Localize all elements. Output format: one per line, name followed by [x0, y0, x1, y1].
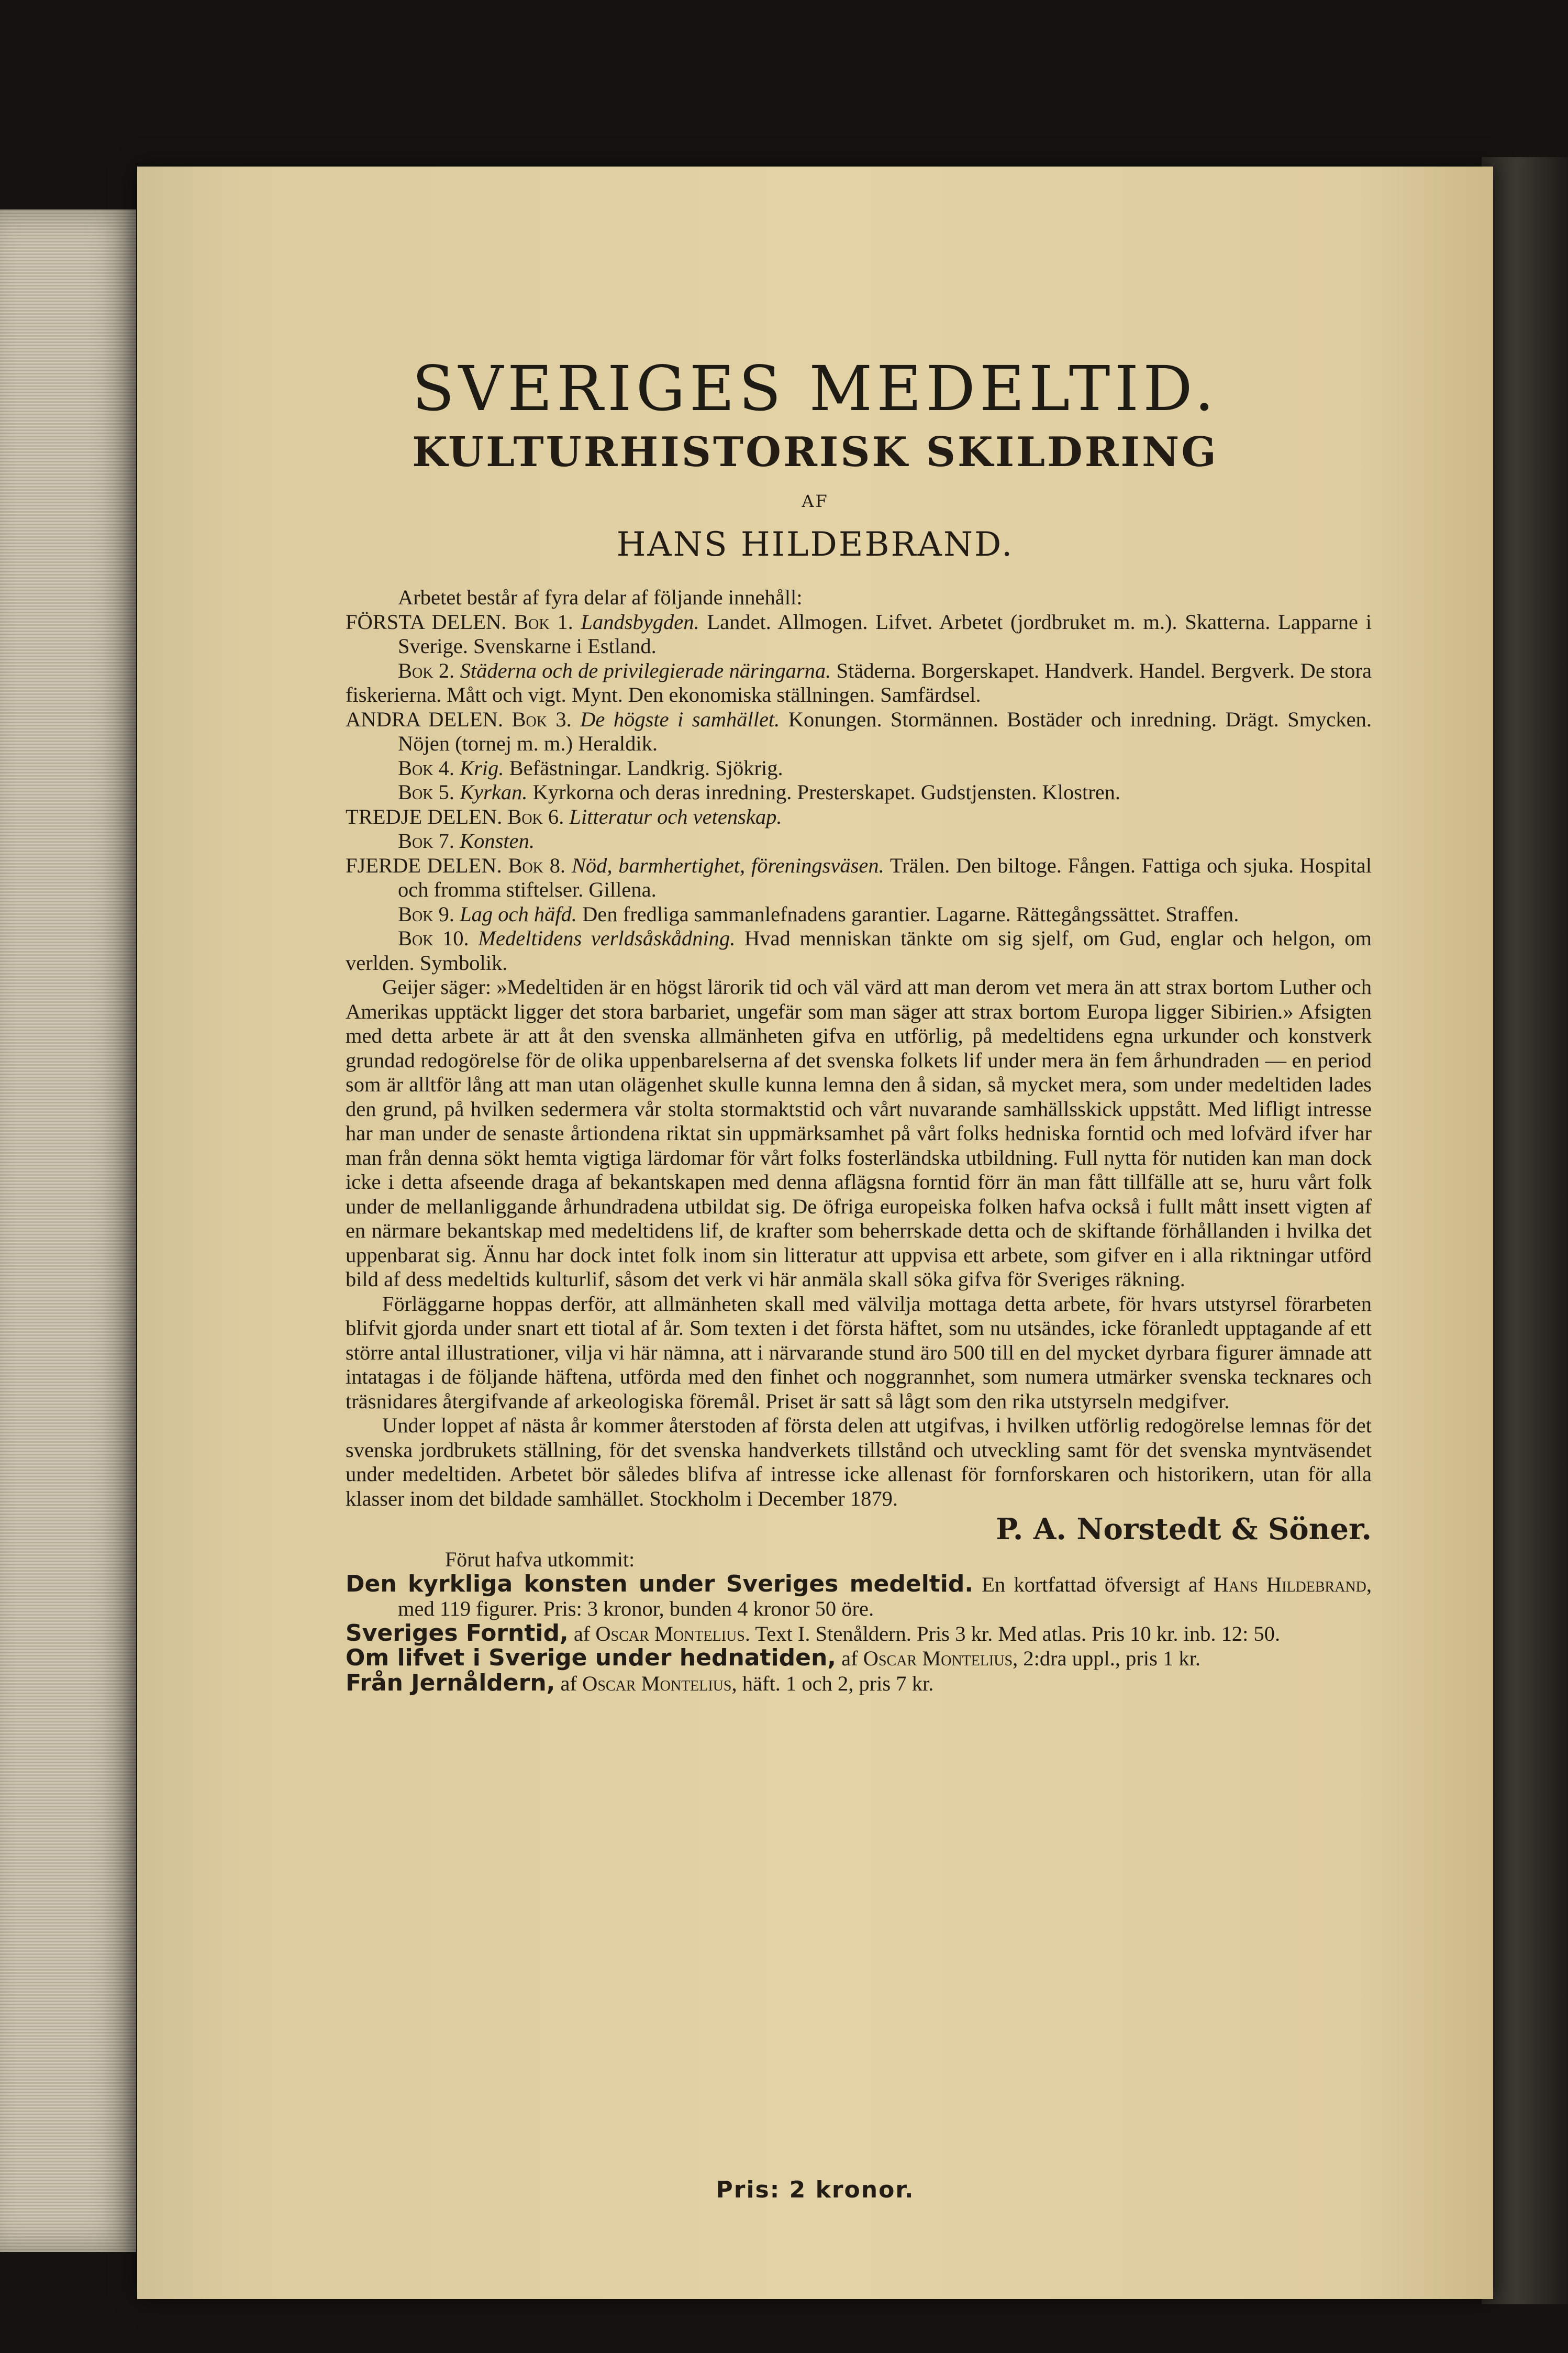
- toc-entry: [346, 708, 1372, 756]
- book-label: Bok 6.: [507, 804, 564, 828]
- item-author: Hans Hildebrand: [1213, 1572, 1366, 1596]
- list-item: [346, 1646, 1372, 1671]
- book-label: Bok 2.: [398, 658, 455, 682]
- item-details: , 2:dra uppl., pris 1 kr.: [1013, 1647, 1200, 1670]
- document-page: [137, 167, 1493, 2299]
- item-details: . Text I. Stenåldern. Pris 3 kr. Med atlas. Pris 10 kr. inb. 12: 50.: [744, 1621, 1281, 1645]
- paragraph: Förläggarne hoppas derför, att allmänheten skall med välvilja mottaga detta arbete, för hvars utstyrsel förarbeten blifvit gjorda under snart ett tiotal af år. Som texten i det första häftet, som nu utsändes, icke föranledt upptagande af ett större antal illustrationer, vilja vi här nämna, att i närvarande stund äro 500 till en del mycket dyrbara figurer ämnade att intatagas i de följande häftena, utförda med den finhet och noggrannhet, som numera utmärker svenska tecknares och träsnidares återgifvande af arkeologiska föremål. Priset är satt så lågt som den rika utstyrseln medgifver.: [346, 1291, 1372, 1413]
- list-item: [346, 1621, 1372, 1647]
- price-label: Pris: 2 kronor.: [716, 2177, 915, 2203]
- toc-entry: [346, 659, 1372, 708]
- book-title: Städerna och de privilegierade näringarna.: [460, 658, 831, 682]
- item-author: Oscar Montelius: [863, 1647, 1013, 1670]
- body-text: [346, 586, 1372, 1696]
- paragraph: Geijer säger: »Medeltiden är en högst lärorik tid och väl värd att man derom vet mera än att strax bortom Luther och Amerikas upptäckt ligger det stora barbariet, ungefär som man säger att strax bortom Europa ligger Sibirien.» Afsigten med detta arbete är att åt den svenska allmänheten gifva en utförlig, på medeltidens egna urkunder och konstverk grundad redogörelse för de olika uppenbarelserna af det svenska folkets lif under mera än fem århundraden — en period som är alltför lång att man utan olägenhet skulle kunna lemna den å sidan, så mycket mera, som under medeltiden lades den grund, på hvilken sedermera vår stolta stormaktstid och vårt nuvarande samhällsskick uppstått. Med lifligt intresse har man under de senaste årtiondena riktat sin uppmärksamhet på vårt folks hedniska forntid och med lofvärd ifver har man från denna sökt hemta vigtiga lärdomar för vårt folks fosterländska utbildning. Full nytta för nutiden kan man dock icke i detta afseende draga af bekantskapen med denna aflägsna forntid förr än man fått tillfälle att se, huru vårt folk under de mellanliggande århundradena utbildat sig. De öfriga europeiska folken hafva också i fullt mått insett vigten af en närmare bekantskap med medeltidens lif, de krafter som beherrskade detta och de skiftande förhållanden i hvilka det uppenbarat sig. Ännu har dock intet folk inom sin litteratur att uppvisa ett arbete, som gifver en i alla riktningar utförd bild af dess medeltids kulturlif, såsom det verk vi här anmäla skall söka gifva för Sveriges räkning.: [346, 975, 1372, 1291]
- toc-entry: [346, 756, 1372, 781]
- item-author: Oscar Montelius: [582, 1671, 732, 1695]
- book-title: Landsbygden.: [581, 610, 699, 634]
- book-title: Litteratur och vetenskap.: [569, 804, 782, 828]
- item-af: af: [560, 1671, 577, 1695]
- publisher-name: P. A. Norstedt & Söner.: [996, 1512, 1372, 1546]
- part-label: ANDRA DELEN.: [346, 707, 504, 731]
- intro-line: Arbetet består af fyra delar af följande innehåll:: [398, 586, 803, 609]
- author-name: HANS HILDEBRAND.: [616, 525, 1014, 564]
- book-title: Konsten.: [460, 829, 535, 853]
- book-title: Nöd, barmhertighet, föreningsväsen.: [571, 853, 884, 877]
- book-label: Bok 10.: [398, 926, 469, 950]
- item-author: Oscar Montelius: [595, 1621, 745, 1645]
- book-title: Lag och häfd.: [460, 902, 577, 926]
- table-of-contents: [346, 610, 1372, 976]
- item-title: Den kyrkliga konsten under Sveriges medeltid.: [346, 1570, 974, 1597]
- previously-published-heading: Förut hafva utkommit:: [445, 1548, 635, 1571]
- part-label: FJERDE DELEN.: [346, 853, 502, 877]
- book-contents: Trälen. Den biltoge. Fången. Fattiga och sjuka. Hospital och fromma stiftelser. Gillena.: [398, 853, 1372, 901]
- book-label: Bok 3.: [511, 707, 572, 731]
- list-item: [346, 1572, 1372, 1621]
- toc-entry: [346, 780, 1372, 805]
- toc-entry: [346, 610, 1372, 659]
- book-label: Bok 4.: [398, 756, 454, 780]
- book-page-edges: [0, 209, 136, 2252]
- item-details: , häft. 1 och 2, pris 7 kr.: [731, 1671, 934, 1695]
- item-title: Sveriges Forntid,: [346, 1619, 569, 1647]
- book-label: Bok 7.: [398, 829, 454, 853]
- toc-entry: [346, 926, 1372, 975]
- book-contents: Befästningar. Landkrig. Sjökrig.: [509, 756, 783, 780]
- book-label: Bok 5.: [398, 780, 454, 804]
- item-title: Om lifvet i Sverige under hednatiden,: [346, 1644, 836, 1671]
- book-label: Bok 9.: [398, 902, 454, 926]
- part-label: TREDJE DELEN.: [346, 804, 503, 828]
- item-af: af: [573, 1621, 591, 1645]
- toc-entry: [346, 902, 1372, 927]
- item-af: af: [841, 1647, 858, 1670]
- toc-entry: [346, 805, 1372, 830]
- book-contents: Den fredliga sammanlefnadens garantier. Lagarne. Rättegångssättet. Straffen.: [582, 902, 1239, 926]
- page-subtitle: KULTURHISTORISK SKILDRING: [412, 428, 1218, 476]
- book-contents: Landet. Allmogen. Lifvet. Arbetet (jordbruket m. m.). Skatterna. Lapparne i Sverige. Svenskarne i Estland.: [398, 610, 1372, 658]
- book-cover-edge: [1482, 157, 1568, 2304]
- toc-entry: [346, 829, 1372, 854]
- item-text: En kortfattad öfversigt af: [982, 1572, 1205, 1596]
- book-label: Bok 1.: [514, 610, 573, 634]
- item-title: Från Jernåldern,: [346, 1669, 555, 1696]
- part-label: FÖRSTA DELEN.: [346, 610, 507, 634]
- page-title: SVERIGES MEDELTID.: [412, 352, 1219, 425]
- paragraph: Under loppet af nästa år kommer återstoden af första delen att utgifvas, i hvilken utförlig redogörelse lemnas för det svenska jordbrukets ställning, för det svenska handverkets tillstånd och utveckling samt för det svenska myntväsendet under medeltiden. Arbetet bör således blifva af intresse icke allenast för fornforskaren och historikern, utan för alla klasser inom det bildade samhället. Stockholm i December 1879.: [346, 1413, 1372, 1510]
- book-label: Bok 8.: [508, 853, 566, 877]
- book-title: De högste i samhället.: [580, 707, 780, 731]
- item-details: , med 119 figurer. Pris: 3 kronor, bunden 4 kronor 50 öre.: [398, 1572, 1372, 1620]
- book-title: Kyrkan.: [460, 780, 528, 804]
- book-contents: Konungen. Stormännen. Bostäder och inredning. Drägt. Smycken. Nöjen (tornej m. m.) Heraldik.: [398, 707, 1372, 755]
- toc-entry: [346, 854, 1372, 902]
- af-label: AF: [802, 491, 829, 511]
- book-title: Medeltidens verldsåskådning.: [478, 926, 736, 950]
- book-title: Krig.: [460, 756, 504, 780]
- list-item: [346, 1671, 1372, 1696]
- book-contents: Kyrkorna och deras inredning. Presterskapet. Gudstjensten. Klostren.: [532, 780, 1121, 804]
- book-contents: Hvad menniskan tänkte om sig sjelf, om Gud, englar och helgon, om verlden. Symbolik.: [346, 926, 1372, 975]
- book-contents: Städerna. Borgerskapet. Handverk. Handel. Bergverk. De stora fiskerierna. Mått och vigt. Mynt. Den ekonomiska ställningen. Samfärdsel.: [346, 658, 1372, 706]
